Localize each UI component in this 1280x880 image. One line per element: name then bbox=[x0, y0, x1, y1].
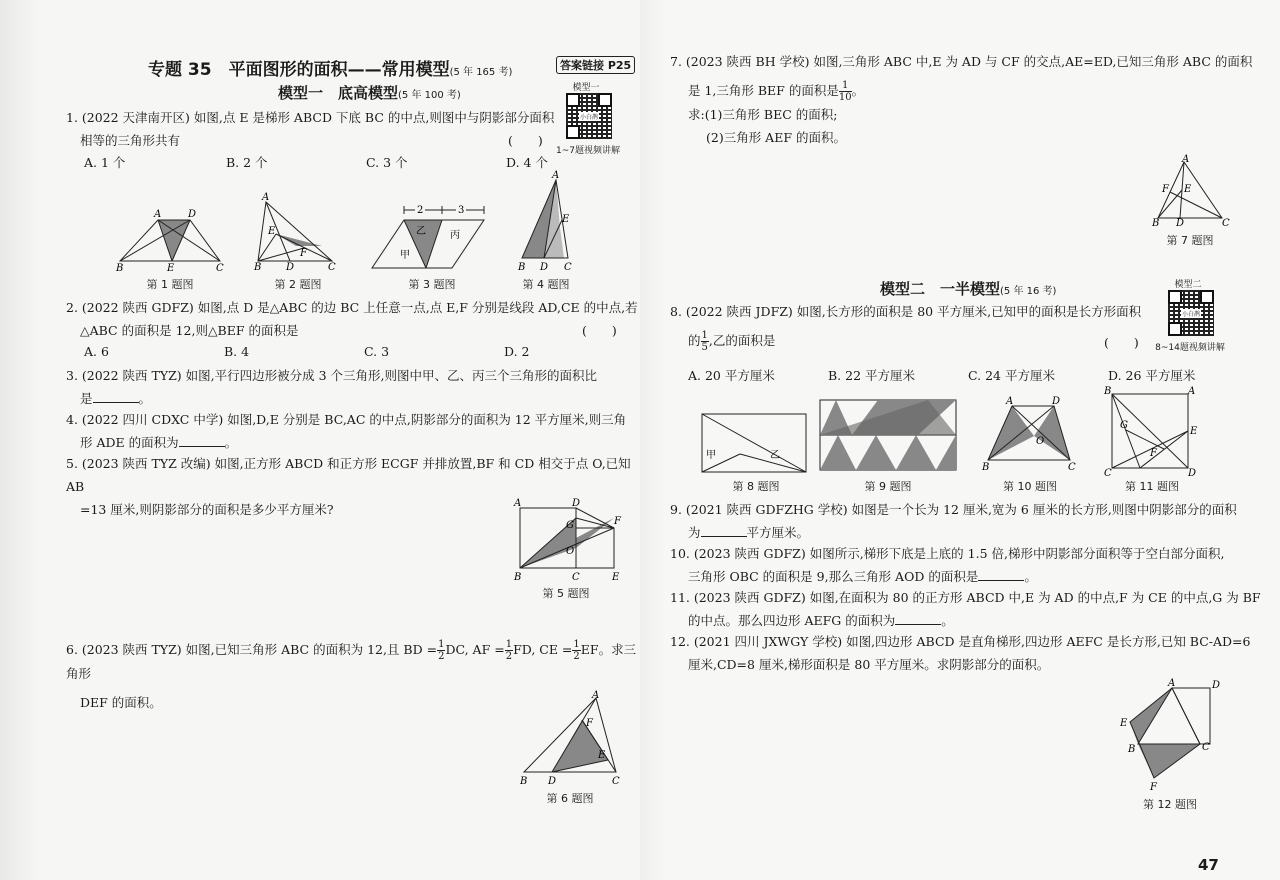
figure-8 bbox=[700, 410, 810, 476]
q11-line2: 的中点。那么四边形 AEFG 的面积为 bbox=[688, 613, 896, 628]
q11-end: 。 bbox=[941, 613, 954, 628]
q1-answer-paren[interactable]: ( ) bbox=[508, 133, 543, 148]
q1-option-b[interactable]: B. 2 个 bbox=[226, 155, 268, 170]
figure-6 bbox=[516, 690, 626, 786]
svg-text:A: A bbox=[1182, 154, 1190, 165]
svg-text:G: G bbox=[1120, 420, 1128, 431]
q7-line2b: 。 bbox=[851, 83, 865, 98]
q2-option-c[interactable]: C. 3 bbox=[364, 344, 390, 359]
svg-text:D: D bbox=[1188, 468, 1197, 479]
svg-text:D: D bbox=[540, 262, 549, 273]
chapter-title: 专题 35 平面图形的面积——常用模型(5 年 165 考) bbox=[148, 60, 513, 80]
svg-text:C: C bbox=[564, 262, 572, 273]
svg-text:D: D bbox=[1052, 396, 1061, 407]
q4-line2: 形 ADE 的面积为 bbox=[80, 435, 179, 450]
figure-10 bbox=[980, 396, 1080, 476]
svg-text:A: A bbox=[1006, 396, 1014, 407]
svg-text:E: E bbox=[612, 572, 620, 583]
fig12-caption: 第 12 题图 bbox=[1143, 798, 1197, 811]
q10-end: 。 bbox=[1024, 569, 1037, 584]
question-3 bbox=[66, 364, 597, 410]
q12-line1: 12. (2021 四川 JXWGY 学校) 如图,四边形 ABCD 是直角梯形,四边形 AEFC 是长方形,已知 BC-AD=6 bbox=[670, 634, 1251, 649]
q4-line1: 4. (2022 四川 CDXC 中学) 如图,D,E 分别是 BC,AC 的中点,阴影部分的面积为 12 平方厘米,则三角 bbox=[66, 412, 627, 427]
figure-1 bbox=[110, 205, 230, 275]
fig3-caption: 第 3 题图 bbox=[408, 278, 456, 291]
svg-text:D: D bbox=[188, 209, 197, 220]
qr-code-2-icon[interactable] bbox=[1168, 290, 1214, 336]
q6-fraction-2: $\frac{1}{2}$ bbox=[505, 639, 513, 662]
fig3-label-yi: 乙 bbox=[416, 226, 426, 237]
question-7 bbox=[670, 50, 1252, 149]
fig8-label-jia: 甲 bbox=[706, 450, 716, 461]
qr2-center-text: 小白鹊 bbox=[1182, 311, 1201, 318]
q8-option-b[interactable]: B. 22 平方厘米 bbox=[828, 368, 916, 383]
q4-end: 。 bbox=[224, 435, 238, 450]
q6-fraction-3: $\frac{1}{2}$ bbox=[573, 639, 580, 662]
q6-mid1: DC, AF = bbox=[445, 642, 505, 657]
q2-line1: 2. (2022 陕西 GDFZ) 如图,点 D 是△ABC 的边 BC 上任意一点,点 E,F 分别是线段 AD,CE 的中点,若 bbox=[66, 300, 638, 315]
fig3-width-1: 2 bbox=[417, 205, 424, 216]
q6-pre: 6. (2023 陕西 TYZ) 如图,已知三角形 ABC 的面积为 12,且 BD = bbox=[66, 642, 438, 657]
q2-option-d[interactable]: D. 2 bbox=[504, 344, 530, 359]
figure-2 bbox=[252, 190, 342, 274]
q10-answer-blank[interactable] bbox=[978, 568, 1024, 581]
svg-text:C: C bbox=[1068, 462, 1076, 473]
q2-option-a[interactable]: A. 6 bbox=[84, 344, 109, 359]
svg-text:B: B bbox=[254, 262, 262, 273]
q9-line2a: 为 bbox=[688, 525, 701, 540]
fig8-label-yi: 乙 bbox=[770, 450, 780, 461]
q10-line2: 三角形 OBC 的面积是 9,那么三角形 AOD 的面积是 bbox=[688, 569, 979, 584]
svg-text:A: A bbox=[1168, 678, 1176, 689]
q11-line1: 11. (2023 陕西 GDFZ) 如图,在面积为 80 的正方形 ABCD 中,E 为 AD 的中点,F 为 CE 的中点,G 为 BF bbox=[670, 590, 1261, 605]
svg-text:C: C bbox=[572, 572, 580, 583]
qr-label: 模型一 bbox=[572, 83, 600, 93]
question-8 bbox=[670, 300, 1141, 353]
figure-11 bbox=[1102, 386, 1202, 478]
svg-text:C: C bbox=[612, 776, 620, 787]
svg-text:C: C bbox=[1202, 742, 1210, 753]
svg-text:B: B bbox=[116, 263, 124, 274]
q11-answer-blank[interactable] bbox=[895, 612, 941, 625]
svg-text:E: E bbox=[1120, 718, 1128, 729]
svg-text:D: D bbox=[1176, 218, 1185, 229]
svg-text:F: F bbox=[300, 248, 307, 259]
svg-text:B: B bbox=[1104, 386, 1112, 397]
svg-text:B: B bbox=[514, 572, 522, 583]
svg-text:E: E bbox=[562, 214, 570, 225]
fig10-caption: 第 10 题图 bbox=[1003, 480, 1057, 493]
figure-9 bbox=[818, 398, 960, 474]
q5-line1: 5. (2023 陕西 TYZ 改编) 如图,正方形 ABCD 和正方形 ECGF 并排放置,BF 和 CD 相交于点 O,已知 AB bbox=[66, 456, 631, 494]
fig3-label-jia: 甲 bbox=[400, 250, 410, 261]
svg-text:B: B bbox=[1152, 218, 1160, 229]
qr2-caption: 8~14题视频讲解 bbox=[1155, 343, 1225, 353]
q2-option-b[interactable]: B. 4 bbox=[224, 344, 250, 359]
section-title-model-2: 模型二 一半模型(5 年 16 考) bbox=[880, 280, 1057, 298]
fig11-caption: 第 11 题图 bbox=[1125, 480, 1179, 493]
section-title-model-1: 模型一 底高模型(5 年 100 考) bbox=[278, 84, 461, 102]
question-11 bbox=[670, 586, 1261, 632]
svg-text:D: D bbox=[1212, 680, 1221, 691]
svg-text:A: A bbox=[514, 498, 522, 509]
right-page bbox=[640, 0, 1280, 880]
fig4-caption: 第 4 题图 bbox=[522, 278, 570, 291]
svg-text:F: F bbox=[1150, 782, 1157, 793]
question-12 bbox=[670, 630, 1250, 676]
svg-text:O: O bbox=[566, 546, 575, 557]
q7-line1: 7. (2023 陕西 BH 学校) 如图,三角形 ABC 中,E 为 AD 与 CF 的交点,AE=ED,已知三角形 ABC 的面积 bbox=[670, 54, 1253, 69]
svg-text:E: E bbox=[268, 226, 276, 237]
q6-post: EF。求三角形 bbox=[66, 642, 637, 681]
svg-text:O: O bbox=[1036, 436, 1045, 447]
q1-option-a[interactable]: A. 1 个 bbox=[84, 155, 126, 170]
q8-option-d[interactable]: D. 26 平方厘米 bbox=[1108, 368, 1196, 383]
q6-mid2: FD, CE = bbox=[513, 642, 573, 657]
svg-text:A: A bbox=[154, 209, 162, 220]
svg-text:E: E bbox=[1190, 426, 1198, 437]
svg-text:B: B bbox=[982, 462, 990, 473]
svg-text:F: F bbox=[1150, 448, 1157, 459]
svg-text:A: A bbox=[262, 192, 270, 203]
fig7-caption: 第 7 题图 bbox=[1166, 234, 1214, 247]
fig6-caption: 第 6 题图 bbox=[546, 792, 594, 805]
q8-answer-paren[interactable]: ( ) bbox=[1104, 335, 1139, 350]
question-1 bbox=[66, 106, 554, 152]
answer-link-badge: 答案链接 P25 bbox=[556, 56, 635, 74]
fig3-width-2: 3 bbox=[458, 205, 465, 216]
q7-line2a: 是 1,三角形 BEF 的面积是 bbox=[688, 83, 839, 98]
svg-text:C: C bbox=[216, 263, 224, 274]
q9-answer-blank[interactable] bbox=[701, 524, 747, 537]
q5-line2: =13 厘米,则阴影部分的面积是多少平方厘米? bbox=[80, 502, 334, 517]
svg-text:E: E bbox=[167, 263, 175, 274]
q7-ask-1: 求:(1)三角形 BEC 的面积; bbox=[688, 107, 838, 122]
svg-text:C: C bbox=[1104, 468, 1112, 479]
svg-text:F: F bbox=[614, 516, 621, 527]
q7-ask-2: (2)三角形 AEF 的面积。 bbox=[706, 130, 846, 145]
q12-line2: 厘米,CD=8 厘米,梯形面积是 80 平方厘米。求阴影部分的面积。 bbox=[688, 657, 1050, 672]
figure-12 bbox=[1114, 676, 1224, 792]
q6-line2: DEF 的面积。 bbox=[80, 695, 162, 710]
q3-end: 。 bbox=[138, 391, 152, 406]
qr-caption: 1~7题视频讲解 bbox=[556, 146, 620, 156]
q2-answer-paren[interactable]: ( ) bbox=[582, 323, 617, 338]
q10-line1: 10. (2023 陕西 GDFZ) 如图所示,梯形下底是上底的 1.5 倍,梯形中阴影部分面积等于空白部分面积, bbox=[670, 546, 1225, 561]
q8-line2a: 的 bbox=[688, 333, 701, 348]
svg-text:A: A bbox=[1188, 386, 1196, 397]
svg-text:B: B bbox=[520, 776, 528, 787]
q3-line1: 3. (2022 陕西 TYZ) 如图,平行四边形被分成 3 个三角形,则图中甲、乙、丙三个三角形的面积比 bbox=[66, 368, 598, 383]
fig8-caption: 第 8 题图 bbox=[732, 480, 780, 493]
q6-fraction-1: $\frac{1}{2}$ bbox=[438, 639, 445, 662]
fig9-caption: 第 9 题图 bbox=[864, 480, 912, 493]
fig2-caption: 第 2 题图 bbox=[274, 278, 322, 291]
q8-option-a[interactable]: A. 20 平方厘米 bbox=[688, 368, 775, 383]
q7-fraction: $\frac{1}{10}$ bbox=[838, 80, 852, 103]
q4-answer-blank[interactable] bbox=[179, 434, 225, 447]
q2-line2: △ABC 的面积是 12,则△BEF 的面积是 bbox=[80, 323, 299, 338]
svg-text:E: E bbox=[598, 750, 606, 761]
qr2-label: 模型二 bbox=[1174, 280, 1202, 290]
svg-text:F: F bbox=[1162, 184, 1169, 195]
q3-answer-blank[interactable] bbox=[93, 390, 139, 403]
q8-line1: 8. (2022 陕西 JDFZ) 如图,长方形的面积是 80 平方厘米,已知甲的面积是长方形面积 bbox=[670, 304, 1142, 319]
q1-line2: 相等的三角形共有 bbox=[80, 133, 181, 148]
svg-text:D: D bbox=[286, 262, 295, 273]
qr-code-icon[interactable] bbox=[566, 93, 612, 139]
q9-line2b: 平方厘米。 bbox=[746, 525, 810, 540]
q1-option-d[interactable]: D. 4 个 bbox=[506, 155, 548, 170]
svg-text:D: D bbox=[548, 776, 557, 787]
question-9 bbox=[670, 498, 1237, 544]
figure-5 bbox=[510, 496, 630, 584]
question-10 bbox=[670, 542, 1224, 588]
figure-3 bbox=[370, 202, 490, 274]
svg-text:G: G bbox=[566, 520, 574, 531]
q8-option-c[interactable]: C. 24 平方厘米 bbox=[968, 368, 1055, 383]
fig3-label-bing: 丙 bbox=[450, 230, 460, 241]
figure-7 bbox=[1150, 156, 1230, 228]
q8-fraction: $\frac{1}{5}$ bbox=[701, 330, 708, 353]
svg-text:D: D bbox=[572, 498, 581, 509]
q1-option-c[interactable]: C. 3 个 bbox=[366, 155, 408, 170]
svg-text:F: F bbox=[586, 718, 593, 729]
q1-line1: 1. (2022 天津南开区) 如图,点 E 是梯形 ABCD 下底 BC 的中点,则图中与阴影部分面积 bbox=[66, 110, 555, 125]
q9-line1: 9. (2021 陕西 GDFZHG 学校) 如图是一个长为 12 厘米,宽为 6 厘米的长方形,则图中阴影部分的面积 bbox=[670, 502, 1237, 517]
question-2 bbox=[66, 296, 638, 342]
q8-line2b: ,乙的面积是 bbox=[708, 333, 776, 348]
fig5-caption: 第 5 题图 bbox=[542, 587, 590, 600]
q3-line2: 是 bbox=[80, 391, 93, 406]
svg-text:E: E bbox=[1184, 184, 1192, 195]
page-number: 47 bbox=[1198, 856, 1219, 874]
svg-text:B: B bbox=[1128, 744, 1136, 755]
qr-center-text: 小白鹊 bbox=[580, 114, 599, 121]
svg-text:B: B bbox=[518, 262, 526, 273]
svg-text:A: A bbox=[592, 690, 600, 701]
question-4 bbox=[66, 408, 626, 454]
figure-4 bbox=[510, 170, 580, 274]
fig1-caption: 第 1 题图 bbox=[146, 278, 194, 291]
svg-text:C: C bbox=[1222, 218, 1230, 229]
svg-text:C: C bbox=[328, 262, 336, 273]
svg-text:A: A bbox=[552, 170, 560, 181]
